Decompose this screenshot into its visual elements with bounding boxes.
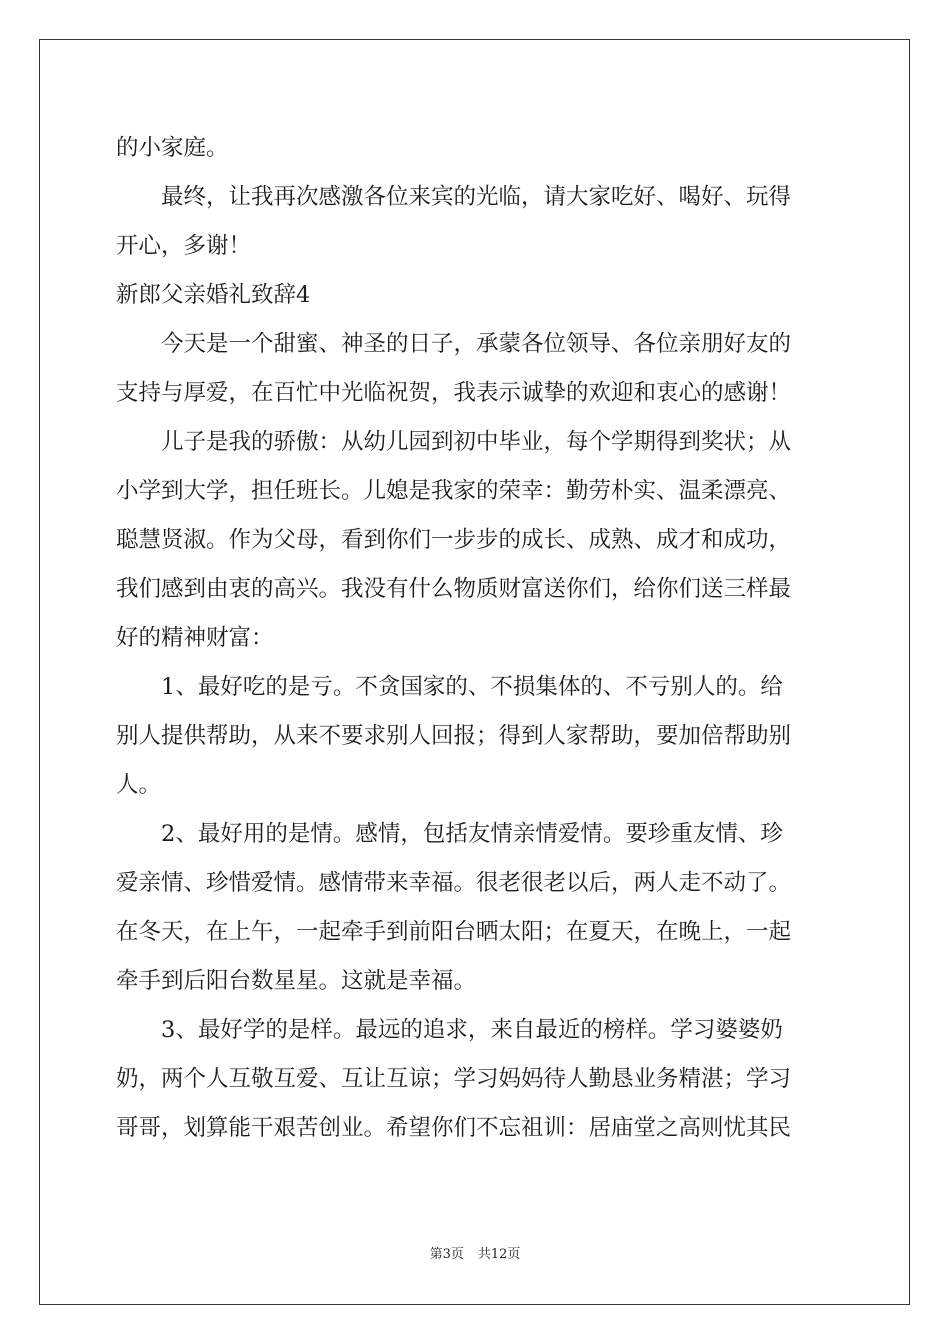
text-line: 支持与厚爱，在百忙中光临祝贺，我表示诚挚的欢迎和衷心的感谢！	[116, 380, 792, 406]
text-line: 奶，两个人互敬互爱、互让互谅；学习妈妈待人勤恳业务精湛；学习	[116, 1066, 792, 1092]
text-line: 聪慧贤淑。作为父母，看到你们一步步的成长、成熟、成才和成功，	[116, 527, 792, 553]
document-body	[116, 124, 836, 1153]
text-line: 人。	[116, 772, 162, 798]
text-line: 开心，多谢！	[116, 233, 252, 259]
text-line: 1、最好吃的是亏。不贪国家的、不损集体的、不亏别人的。给	[116, 674, 783, 700]
text-line: 最终，让我再次感激各位来宾的光临，请大家吃好、喝好、玩得	[116, 184, 792, 210]
text-line: 在冬天，在上午，一起牵手到前阳台晒太阳；在夏天，在晚上，一起	[116, 919, 792, 945]
text-line: 牵手到后阳台数星星。这就是幸福。	[116, 968, 477, 994]
text-line: 好的精神财富：	[116, 625, 274, 651]
text-line: 别人提供帮助，从来不要求别人回报；得到人家帮助，要加倍帮助别	[116, 723, 792, 749]
text-line: 爱亲情、珍惜爱情。感情带来幸福。很老很老以后，两人走不动了。	[116, 870, 792, 896]
text-line: 3、最好学的是样。最远的追求，来自最近的榜样。学习婆婆奶	[116, 1017, 783, 1043]
page-footer	[0, 1243, 950, 1262]
page-total: 共12页	[477, 1247, 521, 1262]
page-number: 第3页	[429, 1247, 464, 1262]
text-line: 2、最好用的是情。感情，包括友情亲情爱情。要珍重友情、珍	[116, 821, 783, 847]
text-line: 今天是一个甜蜜、神圣的日子，承蒙各位领导、各位亲朋好友的	[116, 331, 792, 357]
text-line: 儿子是我的骄傲：从幼儿园到初中毕业，每个学期得到奖状；从	[116, 429, 792, 455]
section-heading: 新郎父亲婚礼致辞4	[116, 282, 311, 308]
text-line: 哥哥，划算能干艰苦创业。希望你们不忘祖训：居庙堂之高则忧其民	[116, 1115, 792, 1141]
text-line: 的小家庭。	[116, 135, 229, 161]
text-line: 我们感到由衷的高兴。我没有什么物质财富送你们，给你们送三样最	[116, 576, 792, 602]
text-line: 小学到大学，担任班长。儿媳是我家的荣幸：勤劳朴实、温柔漂亮、	[116, 478, 792, 504]
